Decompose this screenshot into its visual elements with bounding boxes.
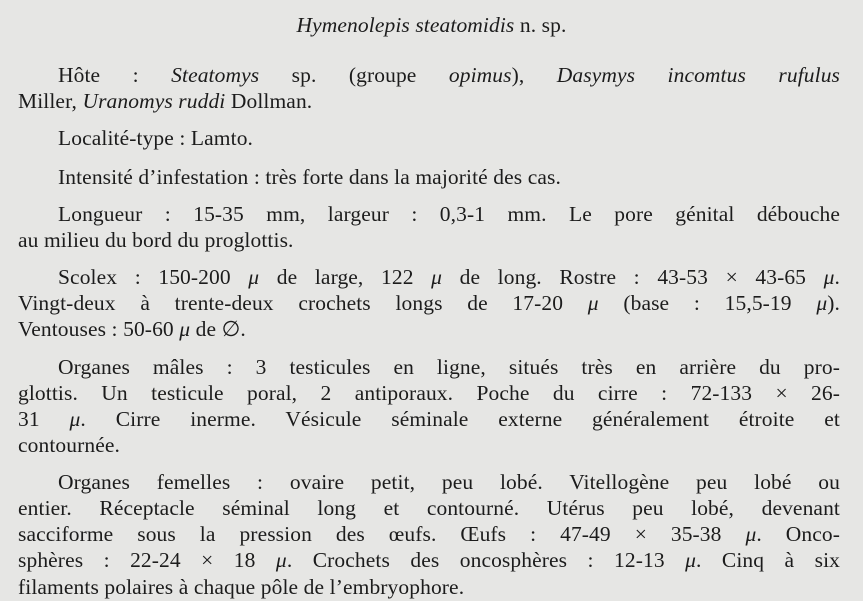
paragraph-line xyxy=(18,574,840,600)
text-run: au milieu du bord du proglottis. xyxy=(18,228,294,252)
paragraph-line xyxy=(58,201,840,227)
italic-text: Steatomys xyxy=(171,63,260,87)
paragraph-line xyxy=(18,495,840,521)
text-run: . Crochets des oncosphères : 12-13 xyxy=(286,548,686,572)
text-run: Localité-type : Lamto. xyxy=(58,126,254,150)
text-run: . Onco- xyxy=(756,522,840,546)
italic-text: μ xyxy=(587,291,599,315)
italic-text: μ xyxy=(248,265,260,289)
text-run: sphères : 22-24 × 18 xyxy=(18,548,276,572)
italic-text: μ xyxy=(685,548,697,572)
text-run: de long. Rostre : 43-53 × 43-65 xyxy=(442,265,824,289)
italic-text: Hymenolepis steatomidis xyxy=(296,13,515,37)
italic-text: μ xyxy=(179,317,191,341)
text-run: n. sp. xyxy=(514,13,567,37)
text-run: Longueur : 15-35 mm, largeur : 0,3-1 mm. Le pore génital débouche xyxy=(58,202,840,226)
text-run: Ventouses : 50-60 xyxy=(18,317,180,341)
text-run: . xyxy=(834,265,840,289)
text-run: Vingt-deux à trente-deux crochets longs de 17-20 xyxy=(18,291,588,315)
text-run: Hôte : xyxy=(58,63,172,87)
text-run: contournée. xyxy=(18,433,120,457)
paragraph-line xyxy=(18,406,840,432)
text-run: filaments polaires à chaque pôle de l’embryophore. xyxy=(18,575,465,599)
italic-text: μ xyxy=(823,265,835,289)
text-run: . Cirre inerme. Vésicule séminale externe généralement étroite et xyxy=(80,407,840,431)
text-run: (base : 15,5-19 xyxy=(598,291,817,315)
italic-text: μ xyxy=(275,548,287,572)
paragraph-line xyxy=(58,125,840,151)
text-run: Intensité d’infestation : très forte dans la majorité des cas. xyxy=(58,165,561,189)
text-run: 31 xyxy=(18,407,70,431)
italic-text: μ xyxy=(745,522,757,546)
text-run: Scolex : 150-200 xyxy=(58,265,249,289)
italic-text: μ xyxy=(69,407,81,431)
paragraph-line xyxy=(18,88,840,114)
paragraph-line xyxy=(18,547,840,573)
paragraph-line xyxy=(18,380,840,406)
italic-text: μ xyxy=(431,265,443,289)
paragraph-line xyxy=(18,432,840,458)
text-run: glottis. Un testicule poral, 2 antiporaux. Poche du cirre : 72-133 × 26- xyxy=(18,381,840,405)
heading-title xyxy=(0,12,863,38)
paragraph-line xyxy=(18,521,840,547)
text-run: de large, 122 xyxy=(259,265,432,289)
text-run: Dollman. xyxy=(225,89,313,113)
text-run: sacciforme sous la pression des œufs. Œufs : 47-49 × 35-38 xyxy=(18,522,746,546)
text-run: ). xyxy=(827,291,840,315)
text-run: Organes femelles : ovaire petit, peu lobé. Vitellogène peu lobé ou xyxy=(58,470,840,494)
italic-text: Uranomys ruddi xyxy=(82,89,226,113)
paragraph-line xyxy=(58,469,840,495)
paragraph-line xyxy=(58,62,840,88)
text-run: ), xyxy=(511,63,557,87)
paragraph-line xyxy=(18,316,840,342)
italic-text: opimus xyxy=(448,63,512,87)
text-run: Organes mâles : 3 testicules en ligne, situés très en arrière du pro- xyxy=(58,355,840,379)
paragraph-line xyxy=(58,164,840,190)
paragraph-line xyxy=(58,264,840,290)
italic-text: μ xyxy=(816,291,828,315)
paragraph-line xyxy=(18,290,840,316)
paragraph-line xyxy=(58,354,840,380)
text-run: . Cinq à six xyxy=(696,548,840,572)
text-run: Miller, xyxy=(18,89,83,113)
paragraph-line xyxy=(18,227,840,253)
text-run: entier. Réceptacle séminal long et contourné. Utérus peu lobé, devenant xyxy=(18,496,840,520)
italic-text: Dasymys incomtus rufulus xyxy=(556,63,841,87)
text-run: de ∅. xyxy=(190,317,246,341)
text-run: sp. (groupe xyxy=(259,63,449,87)
